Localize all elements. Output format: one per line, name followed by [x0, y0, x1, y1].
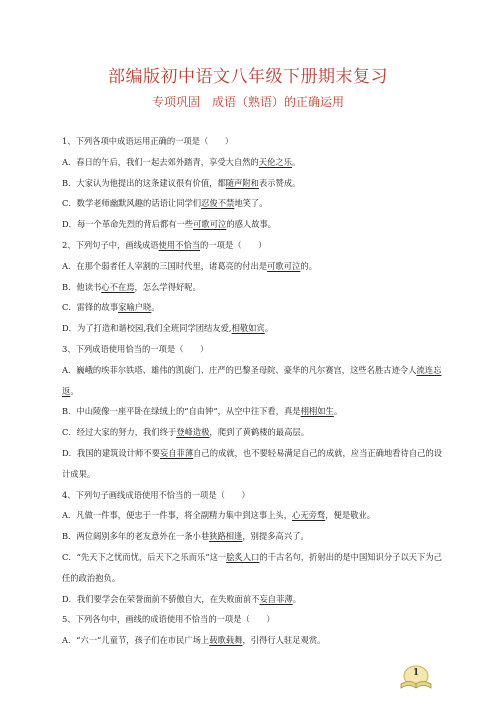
- question-1-stem: 1、下列各项中成语运用正确的一项是（ ）: [62, 136, 234, 146]
- underlined-idiom: 心无旁骛: [292, 510, 326, 521]
- question-2-option-a: A．在那个弱者任人宰割的三国时代里，诸葛亮的付出是可歌可泣的。: [62, 260, 317, 271]
- underlined-idiom: 栩栩如生: [300, 406, 334, 417]
- question-1-option-d: D．每一个革命先烈的背后都有一些可歌可泣的感人故事。: [62, 219, 277, 230]
- underlined-phrase: 使用不恰当: [158, 239, 201, 250]
- question-4-option-c: C．“先天下之忧而忧，后天下之乐而乐”这一脍炙人口的千古名句，折射出的是中国知识分子以天下为己任的政治抱负。: [62, 551, 442, 583]
- question-2-option-d: D．为了打造和谐校园,我们全班同学团结友爱,相敬如宾。: [62, 323, 274, 334]
- page-title: 部编版初中语文八年级下册期末复习: [108, 67, 388, 87]
- question-2-option-b: B．他读书心不在焉，怎么学得好呢。: [62, 281, 201, 292]
- underlined-idiom: 随声附和: [225, 177, 259, 188]
- question-2-stem: 2、下列句子中，画线成语使用不恰当的一项是（ ）: [62, 239, 267, 250]
- question-4-option-b: B．两位阔别多年的老友意外在一条小巷狭路相逢，别提多高兴了。: [62, 531, 309, 542]
- underlined-idiom: 相敬如宾: [231, 323, 265, 334]
- underlined-idiom: 可歌可泣: [267, 260, 301, 271]
- underlined-idiom: 心不在焉: [101, 281, 135, 292]
- question-4-option-d: D．我们要学会在荣誉面前不骄傲自大，在失败面前不妄自菲薄。: [62, 593, 301, 604]
- question-3-option-a: A．巍峨的埃菲尔铁塔、雄伟的凯旋门、庄严的巴黎圣母院、豪华的凡尔赛宫，这些名胜古迹令人流连忘返。: [62, 364, 442, 396]
- page-number: 1: [412, 668, 420, 678]
- question-1-option-c: C．数学老师幽默风趣的话语让同学们忍俊不禁地笑了。: [62, 198, 268, 209]
- underlined-idiom: 载歌载舞: [209, 635, 243, 646]
- underlined-idiom: 登峰造极: [176, 427, 210, 438]
- question-3-stem: 3、下列成语使用恰当的一项是（ ）: [62, 343, 209, 354]
- question-list: [62, 131, 444, 651]
- question-5-stem: 5、下列各句中，画线的成语使用不恰当的一项是（ ）: [62, 614, 275, 625]
- question-3-option-d: D．我国的建筑设计师不要妄自菲薄自己的成就，也不要轻易满足自己的成就，应当正确地看待自己的设计成果。: [62, 447, 443, 479]
- underlined-idiom: 忍俊不禁: [201, 198, 235, 209]
- underlined-idiom: 妄自菲薄: [259, 593, 293, 604]
- question-4-option-a: A．凡做一件事，便忠于一件事，将全副精力集中到这事上头，心无旁骛，便是敬业。: [62, 510, 376, 521]
- question-3-option-b: B．中山陵像一座平卧在绿绒上的“自由钟”，从空中往下看，真是栩栩如生。: [62, 406, 343, 417]
- question-2-option-c: C．雷锋的故事家喻户晓。: [62, 302, 160, 313]
- underlined-idiom: 可歌可泣: [193, 219, 227, 230]
- underlined-idiom: 脍炙人口: [226, 551, 260, 562]
- question-3-option-c: C．经过大家的努力，我们终于登峰造极，爬到了黄鹤楼的最高层。: [62, 427, 309, 438]
- question-1-option-a: A．春日的午后，我们一起去郊外踏青，享受大自然的天伦之乐。: [62, 156, 301, 167]
- underlined-idiom: 妄自菲薄: [159, 447, 194, 458]
- underlined-idiom: 家喻户晓: [118, 302, 152, 313]
- page-subtitle: 专项巩固 成语（熟语）的正确运用: [151, 95, 344, 109]
- underlined-idiom: 天伦之乐: [258, 156, 293, 167]
- question-1-option-b: B．大家认为他提出的这条建议很有价值，都随声附和表示赞成。: [62, 177, 301, 188]
- underlined-idiom: 狭路相逢: [209, 531, 243, 542]
- question-4-stem: 4、下列句子画线成语使用不恰当的一项是（ ）: [62, 489, 250, 500]
- question-5-option-a: A．“六一”儿童节，孩子们在市民广场上载歌载舞，引得行人驻足观赏。: [62, 635, 326, 646]
- underlined-idiom: 流连忘返: [62, 364, 442, 396]
